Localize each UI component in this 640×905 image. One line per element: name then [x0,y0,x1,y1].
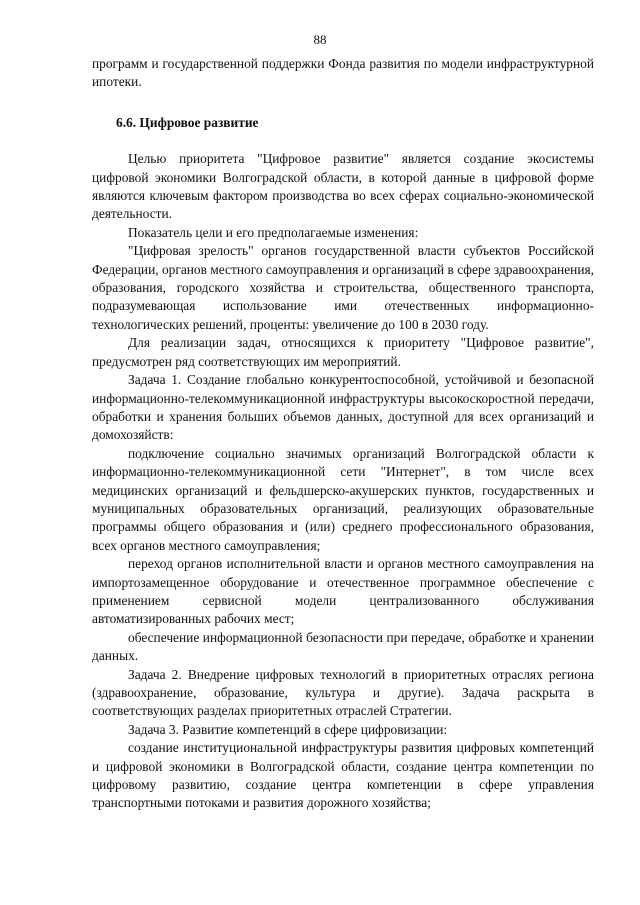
paragraph-task-3-item-1: создание институциональной инфраструктуры развития цифровых компетенций и цифровой экономики в Волгоградской области, создание центра компетенции по цифровому развитию, создание центра компетенции в сфере управления транспортными потоками и развития дорожного хозяйства; [92,740,594,811]
paragraph-indicator: "Цифровая зрелость" органов государственной власти субъектов Российской Федерации, органов местного самоуправления и организаций в сфере здравоохранения, образования, городского хозяйства и строительства, общественного транспорта, подразумевающая использование ими отечественных информационно-технологических решений, проценты: увеличение до 100 в 2030 году. [92,243,594,332]
paragraph-measures: Для реализации задач, относящихся к приоритету "Цифровое развитие", предусмотрен ряд соответствующих им мероприятий. [92,335,594,369]
paragraph-task-1-item-2: переход органов исполнительной власти и органов местного самоуправления на импортозамещенное оборудование и отечественное программное обеспечение с применением сервисной модели централизованного обслуживания автоматизированных рабочих мест; [92,556,594,627]
paragraph-task-1-item-1: подключение социально значимых организаций Волгоградской области к информационно-телекоммуникационной сети "Интернет", в том числе всех медицинских организаций и фельдшерско-акушерских пунктов, государственных и муниципальных образовательных организаций, реализующих образовательные программы общего образования и (или) среднего профессионального образования, всех органов местного самоуправления; [92,445,594,553]
paragraph-task-1: Задача 1. Создание глобально конкурентоспособной, устойчивой и безопасной информационно-телекоммуникационной инфраструктуры высокоскоростной передачи, обработки и хранения больших объемов данных, доступной для всех организаций и домохозяйств: [92,372,594,443]
document-body [92,55,594,813]
paragraph-task-2: Задача 2. Внедрение цифровых технологий в приоритетных отраслях региона (здравоохранение, образование, культура и другие). Задача раскрыта в соответствующих разделах приоритетных отраслей Стратегии. [92,666,594,719]
paragraph-task-3: Задача 3. Развитие компетенций в сфере цифровизации: [128,721,448,737]
lead-paragraph: программ и государственной поддержки Фонда развития по модели инфраструктурной ипотеки. [92,56,594,90]
paragraph-indicator-intro: Показатель цели и его предполагаемые изменения: [128,224,419,240]
page-number: 88 [313,32,327,47]
paragraph-task-1-item-3: обеспечение информационной безопасности при передаче, обработке и хранении данных. [92,629,594,664]
section-heading: 6.6. Цифровое развитие [116,114,259,130]
paragraph-goal: Целью приоритета "Цифровое развитие" является создание экосистемы цифровой экономики Волгоградской области, в которой данные в цифровой форме являются ключевым фактором производства во всех сферах социально-экономической деятельности. [92,151,594,222]
